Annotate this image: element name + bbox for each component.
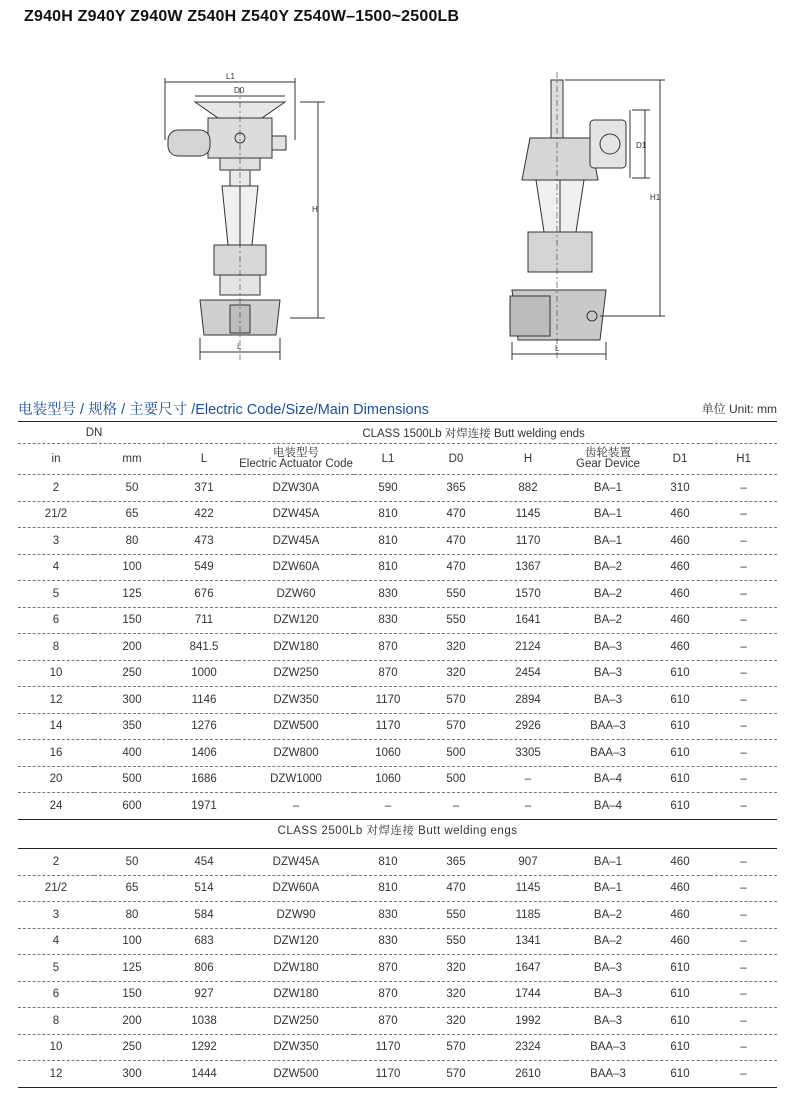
- table-cell: 470: [422, 501, 490, 528]
- table-cell: –: [490, 793, 566, 820]
- table-cell: –: [710, 740, 777, 767]
- table-cell: BA–2: [566, 928, 650, 955]
- table-cell: BAA–3: [566, 740, 650, 767]
- table-cell: BAA–3: [566, 713, 650, 740]
- table-cell: 927: [170, 981, 238, 1008]
- dim-h-label: H: [312, 205, 318, 214]
- table-cell: 14: [18, 713, 94, 740]
- table-cell: 350: [94, 713, 170, 740]
- table-cell: BA–1: [566, 501, 650, 528]
- table-cell: 300: [94, 687, 170, 714]
- table-cell: 870: [354, 660, 422, 687]
- table-cell: –: [710, 607, 777, 634]
- column-header-label: in: [51, 452, 61, 465]
- table-header-row: [18, 444, 777, 475]
- table-cell: –: [490, 766, 566, 793]
- table-cell: –: [710, 766, 777, 793]
- column-header-label: 齿轮装置: [585, 447, 631, 459]
- column-header: [94, 444, 170, 475]
- table-cell: 2324: [490, 1034, 566, 1061]
- table-cell: DZW45A: [238, 528, 354, 555]
- table-cell: 310: [650, 475, 710, 502]
- table-cell: 2926: [490, 713, 566, 740]
- left-valve-drawing: [165, 78, 325, 360]
- table-cell: –: [710, 928, 777, 955]
- table-row: [18, 687, 777, 714]
- table-cell: 2: [18, 849, 94, 876]
- table-cell: 610: [650, 1061, 710, 1088]
- table-cell: DZW90: [238, 902, 354, 929]
- table-cell: 6: [18, 981, 94, 1008]
- table-row: [18, 501, 777, 528]
- table-cell: –: [710, 1034, 777, 1061]
- unit-label: 单位 Unit: mm: [701, 402, 777, 416]
- table-cell: 460: [650, 554, 710, 581]
- dn-header: DN: [18, 422, 170, 444]
- column-header: [18, 444, 94, 475]
- table-cell: 21/2: [18, 501, 94, 528]
- class-1500-caption: CLASS 1500Lb 对焊连接 Butt welding ends: [170, 422, 777, 444]
- table-cell: 473: [170, 528, 238, 555]
- column-header: [238, 444, 354, 475]
- table-cell: 1145: [490, 875, 566, 902]
- table-cell: 882: [490, 475, 566, 502]
- dim-d1-label: D1: [636, 141, 647, 150]
- table-cell: 320: [422, 634, 490, 661]
- table-cell: 610: [650, 766, 710, 793]
- table-cell: 2: [18, 475, 94, 502]
- table-cell: 810: [354, 554, 422, 581]
- table-cell: 584: [170, 902, 238, 929]
- table-cell: 1146: [170, 687, 238, 714]
- table-row: [18, 607, 777, 634]
- table-cell: 12: [18, 687, 94, 714]
- dim-d0-label: D0: [234, 86, 245, 95]
- table-cell: –: [238, 793, 354, 820]
- table-cell: 610: [650, 955, 710, 982]
- table-cell: BA–3: [566, 660, 650, 687]
- table-cell: –: [710, 713, 777, 740]
- column-header-label: D1: [672, 452, 688, 465]
- table-cell: 1170: [354, 713, 422, 740]
- table-cell: DZW250: [238, 1008, 354, 1035]
- column-header-label: L: [200, 452, 208, 465]
- table-cell: –: [710, 981, 777, 1008]
- table-cell: 365: [422, 849, 490, 876]
- table-cell: 10: [18, 1034, 94, 1061]
- table-cell: 454: [170, 849, 238, 876]
- table-cell: 300: [94, 1061, 170, 1088]
- table-cell: 810: [354, 501, 422, 528]
- table-cell: –: [710, 955, 777, 982]
- dimensions-table-2500lb: [18, 848, 777, 1088]
- table-cell: 830: [354, 902, 422, 929]
- table-cell: 2454: [490, 660, 566, 687]
- column-header-sublabel: Electric Actuator Code: [239, 458, 353, 470]
- table-cell: 610: [650, 660, 710, 687]
- table-cell: 470: [422, 875, 490, 902]
- table-row: [18, 1034, 777, 1061]
- table-cell: 549: [170, 554, 238, 581]
- table-cell: 460: [650, 875, 710, 902]
- table-cell: DZW120: [238, 928, 354, 955]
- table-cell: 150: [94, 981, 170, 1008]
- table-cell: 4: [18, 928, 94, 955]
- table-cell: –: [710, 528, 777, 555]
- column-header: [650, 444, 710, 475]
- table-cell: 3305: [490, 740, 566, 767]
- table-cell: DZW60: [238, 581, 354, 608]
- table-cell: –: [710, 687, 777, 714]
- table-cell: 24: [18, 793, 94, 820]
- table-cell: BA–3: [566, 981, 650, 1008]
- column-header-label: L1: [381, 452, 395, 465]
- table-cell: BA–4: [566, 793, 650, 820]
- table-row: [18, 875, 777, 902]
- table-cell: 5: [18, 955, 94, 982]
- table-row: [18, 955, 777, 982]
- table-cell: 320: [422, 660, 490, 687]
- table-cell: 460: [650, 501, 710, 528]
- table-cell: BA–1: [566, 528, 650, 555]
- table-cell: 5: [18, 581, 94, 608]
- table-cell: BA–2: [566, 554, 650, 581]
- table-cell: –: [710, 634, 777, 661]
- table-cell: 80: [94, 902, 170, 929]
- table-cell: 1276: [170, 713, 238, 740]
- table-cell: DZW800: [238, 740, 354, 767]
- table-cell: 500: [422, 766, 490, 793]
- table-cell: 610: [650, 1008, 710, 1035]
- table-cell: 1406: [170, 740, 238, 767]
- table-cell: 590: [354, 475, 422, 502]
- table-cell: 830: [354, 581, 422, 608]
- table-cell: 810: [354, 849, 422, 876]
- table-cell: 1444: [170, 1061, 238, 1088]
- table-cell: 1292: [170, 1034, 238, 1061]
- table-cell: 806: [170, 955, 238, 982]
- table-cell: 810: [354, 528, 422, 555]
- table-cell: 550: [422, 581, 490, 608]
- table-cell: 200: [94, 634, 170, 661]
- table-cell: 550: [422, 607, 490, 634]
- table-cell: 200: [94, 1008, 170, 1035]
- table-cell: 371: [170, 475, 238, 502]
- table-cell: 470: [422, 554, 490, 581]
- table-cell: 1170: [490, 528, 566, 555]
- table-cell: 600: [94, 793, 170, 820]
- table-cell: 870: [354, 955, 422, 982]
- table-row: [18, 1008, 777, 1035]
- table-cell: 676: [170, 581, 238, 608]
- column-header-label: 电装型号: [273, 447, 319, 459]
- column-header-label: H1: [736, 452, 751, 465]
- table-cell: 1038: [170, 1008, 238, 1035]
- table-cell: DZW180: [238, 981, 354, 1008]
- table-cell: 422: [170, 501, 238, 528]
- table-cell: DZW45A: [238, 849, 354, 876]
- table-cell: –: [710, 660, 777, 687]
- table-cell: 16: [18, 740, 94, 767]
- table-row: [18, 1061, 777, 1088]
- table-cell: 2124: [490, 634, 566, 661]
- table-cell: BA–4: [566, 766, 650, 793]
- table-cell: –: [710, 793, 777, 820]
- table-cell: 870: [354, 981, 422, 1008]
- column-header: [566, 444, 650, 475]
- column-header: [354, 444, 422, 475]
- column-header: [422, 444, 490, 475]
- table-row: [18, 902, 777, 929]
- dim-l-label-right: L: [555, 344, 560, 353]
- table-cell: 550: [422, 902, 490, 929]
- table-cell: 1170: [354, 687, 422, 714]
- table-cell: –: [422, 793, 490, 820]
- table-row: [18, 554, 777, 581]
- valve-drawings: [0, 60, 795, 380]
- table-cell: DZW250: [238, 660, 354, 687]
- table-cell: 12: [18, 1061, 94, 1088]
- table-cell: 21/2: [18, 875, 94, 902]
- table-cell: 50: [94, 849, 170, 876]
- table-cell: 6: [18, 607, 94, 634]
- page-title: Z940H Z940Y Z940W Z540H Z540Y Z540W–1500~2500LB: [24, 8, 460, 25]
- table-cell: 810: [354, 875, 422, 902]
- table-cell: BAA–3: [566, 1034, 650, 1061]
- table-cell: 50: [94, 475, 170, 502]
- table-cell: 4: [18, 554, 94, 581]
- table-cell: 610: [650, 713, 710, 740]
- table-cell: DZW500: [238, 713, 354, 740]
- table-cell: DZW500: [238, 1061, 354, 1088]
- table-cell: 80: [94, 528, 170, 555]
- table-cell: –: [710, 554, 777, 581]
- table-cell: 3: [18, 902, 94, 929]
- table-cell: 8: [18, 634, 94, 661]
- table-cell: 683: [170, 928, 238, 955]
- table-cell: 400: [94, 740, 170, 767]
- table-cell: 1341: [490, 928, 566, 955]
- table-cell: 1000: [170, 660, 238, 687]
- table-cell: 460: [650, 528, 710, 555]
- table-cell: 320: [422, 1008, 490, 1035]
- column-header: [710, 444, 777, 475]
- table-row: [18, 634, 777, 661]
- table-cell: 1992: [490, 1008, 566, 1035]
- table-cell: BA–3: [566, 634, 650, 661]
- column-header-label: D0: [448, 452, 464, 465]
- table-cell: 1647: [490, 955, 566, 982]
- table-cell: BA–3: [566, 687, 650, 714]
- table-cell: BA–1: [566, 475, 650, 502]
- table-cell: –: [710, 875, 777, 902]
- table-cell: DZW180: [238, 634, 354, 661]
- column-header-label: H: [523, 452, 533, 465]
- table-row: [18, 793, 777, 820]
- table-cell: 20: [18, 766, 94, 793]
- table-cell: BA–1: [566, 849, 650, 876]
- table-cell: BA–3: [566, 1008, 650, 1035]
- table-cell: 365: [422, 475, 490, 502]
- table-cell: 570: [422, 1034, 490, 1061]
- table-cell: BA–2: [566, 581, 650, 608]
- table-cell: 2894: [490, 687, 566, 714]
- table-cell: 830: [354, 928, 422, 955]
- table-cell: 570: [422, 1061, 490, 1088]
- dim-h1-label: H1: [650, 193, 661, 202]
- table-cell: 1686: [170, 766, 238, 793]
- table-cell: BA–2: [566, 902, 650, 929]
- table-cell: BA–1: [566, 875, 650, 902]
- table-cell: 1570: [490, 581, 566, 608]
- column-header: [170, 444, 238, 475]
- table-cell: 1145: [490, 501, 566, 528]
- table-cell: BA–2: [566, 607, 650, 634]
- table-cell: 841.5: [170, 634, 238, 661]
- table-cell: 470: [422, 528, 490, 555]
- table-row: [18, 581, 777, 608]
- table-cell: 514: [170, 875, 238, 902]
- table-cell: BAA–3: [566, 1061, 650, 1088]
- column-header-label: mm: [122, 452, 142, 465]
- table-cell: –: [710, 501, 777, 528]
- dim-l1-label: L1: [226, 72, 235, 81]
- table-cell: DZW1000: [238, 766, 354, 793]
- table-cell: DZW60A: [238, 875, 354, 902]
- table-cell: 610: [650, 1034, 710, 1061]
- table-cell: 907: [490, 849, 566, 876]
- table-cell: 870: [354, 634, 422, 661]
- table-cell: 10: [18, 660, 94, 687]
- table-cell: DZW30A: [238, 475, 354, 502]
- table-cell: 460: [650, 607, 710, 634]
- table-cell: –: [710, 581, 777, 608]
- column-header: [490, 444, 566, 475]
- table-cell: 460: [650, 581, 710, 608]
- table-cell: 250: [94, 1034, 170, 1061]
- table-cell: 3: [18, 528, 94, 555]
- table-row: [18, 713, 777, 740]
- table-cell: DZW350: [238, 687, 354, 714]
- table-cell: –: [710, 902, 777, 929]
- table-cell: DZW350: [238, 1034, 354, 1061]
- table-cell: 500: [422, 740, 490, 767]
- table-cell: 711: [170, 607, 238, 634]
- table-cell: 460: [650, 849, 710, 876]
- table-row: [18, 528, 777, 555]
- table-cell: –: [710, 1061, 777, 1088]
- table-class-row: [18, 422, 777, 444]
- table-row: [18, 766, 777, 793]
- table-cell: 250: [94, 660, 170, 687]
- table-cell: 610: [650, 687, 710, 714]
- table-cell: DZW60A: [238, 554, 354, 581]
- table-cell: 1170: [354, 1034, 422, 1061]
- table-cell: 550: [422, 928, 490, 955]
- table-cell: DZW45A: [238, 501, 354, 528]
- table-cell: 570: [422, 687, 490, 714]
- table-row: [18, 740, 777, 767]
- table-cell: 320: [422, 981, 490, 1008]
- column-header-sublabel: Gear Device: [576, 458, 640, 470]
- table-cell: 8: [18, 1008, 94, 1035]
- table-cell: 830: [354, 607, 422, 634]
- table-cell: 870: [354, 1008, 422, 1035]
- table-cell: DZW120: [238, 607, 354, 634]
- table-cell: –: [710, 475, 777, 502]
- table-row: [18, 475, 777, 502]
- table-cell: 100: [94, 928, 170, 955]
- table-cell: 65: [94, 875, 170, 902]
- dimensions-table-1500lb: [18, 421, 777, 820]
- table-cell: 1641: [490, 607, 566, 634]
- table-cell: 500: [94, 766, 170, 793]
- right-valve-drawing: [510, 72, 665, 360]
- table-cell: 150: [94, 607, 170, 634]
- class-2500-caption: CLASS 2500Lb 对焊连接 Butt welding engs: [277, 825, 518, 837]
- table-cell: 1060: [354, 740, 422, 767]
- table-cell: 570: [422, 713, 490, 740]
- table-cell: 1185: [490, 902, 566, 929]
- table-cell: –: [710, 1008, 777, 1035]
- table-cell: 320: [422, 955, 490, 982]
- table-cell: 1367: [490, 554, 566, 581]
- table-cell: 610: [650, 981, 710, 1008]
- table-cell: 1971: [170, 793, 238, 820]
- table-row: [18, 660, 777, 687]
- table-cell: 100: [94, 554, 170, 581]
- table-cell: 610: [650, 740, 710, 767]
- section-heading: 电装型号 / 规格 / 主要尺寸 /Electric Code/Size/Main Dimensions: [18, 402, 429, 418]
- table-cell: 1744: [490, 981, 566, 1008]
- table-cell: –: [710, 849, 777, 876]
- table-row: [18, 981, 777, 1008]
- table-cell: 460: [650, 634, 710, 661]
- table-cell: 65: [94, 501, 170, 528]
- table-cell: DZW180: [238, 955, 354, 982]
- table-cell: 460: [650, 902, 710, 929]
- table-cell: 1060: [354, 766, 422, 793]
- table-cell: 125: [94, 581, 170, 608]
- table-cell: BA–3: [566, 955, 650, 982]
- table-row: [18, 928, 777, 955]
- table-cell: 1170: [354, 1061, 422, 1088]
- table-row: [18, 849, 777, 876]
- table-cell: 460: [650, 928, 710, 955]
- table-cell: –: [354, 793, 422, 820]
- table-cell: 125: [94, 955, 170, 982]
- table-cell: 2610: [490, 1061, 566, 1088]
- table-cell: 610: [650, 793, 710, 820]
- dim-l-label: L: [237, 342, 242, 351]
